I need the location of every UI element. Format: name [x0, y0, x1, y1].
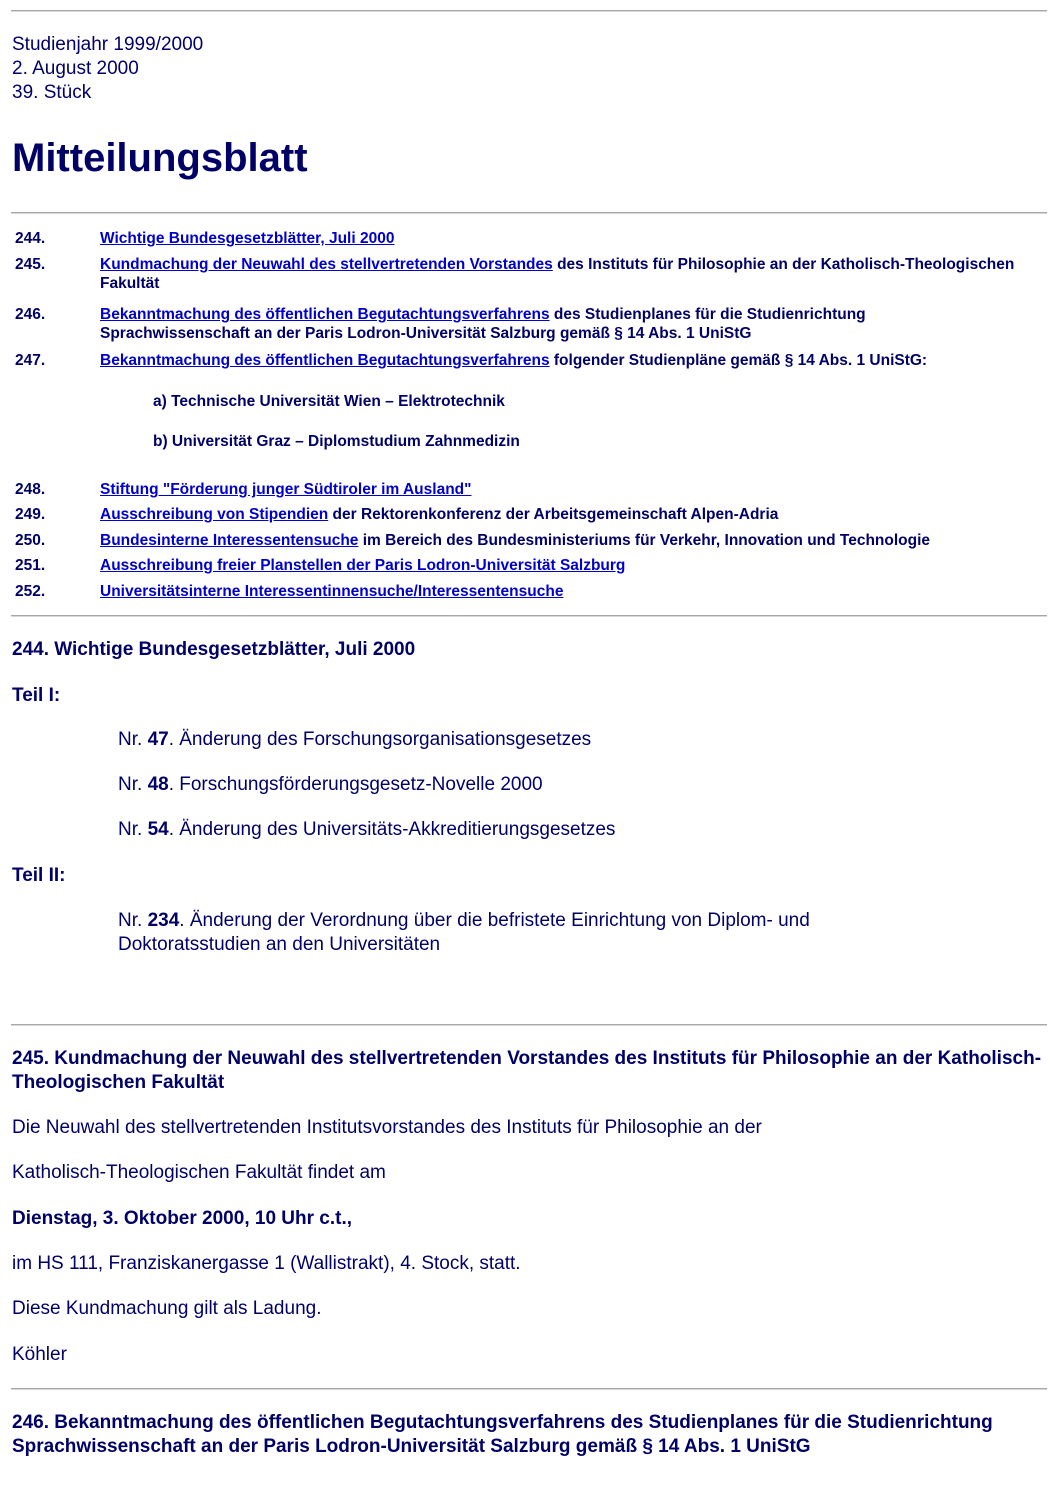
divider-after-toc — [11, 615, 1047, 617]
divider-after-245 — [11, 1388, 1047, 1390]
issue-number: 39. Stück — [12, 82, 92, 103]
law-number: 54 — [147, 819, 169, 840]
section-246-title: 246. Bekanntmachung des öffentlichen Begutachtungsverfahrens des Studienplanes für die Studienrichtung Sprachwissenschaft an der Paris Lodron-Universität Salzburg gemäß § 14 Abs. 1 UniStG — [12, 1412, 993, 1457]
toc-number: 251. — [15, 557, 46, 574]
toc-link[interactable]: Universitätsinterne Interessentinnensuche/Interessentensuche — [100, 583, 564, 600]
toc-rest: der Rektorenkonferenz der Arbeitsgemeinschaft Alpen-Adria — [328, 506, 779, 523]
teil-2-label: Teil II: — [12, 865, 66, 886]
toc-link[interactable]: Bekanntmachung des öffentlichen Begutachtungsverfahrens — [100, 352, 550, 369]
law-number: 234 — [147, 910, 180, 931]
toc-number: 249. — [15, 506, 46, 523]
toc-247-subitem-a: a) Technische Universität Wien – Elektrotechnik — [153, 393, 505, 410]
toc-rest: folgender Studienpläne gemäß § 14 Abs. 1 UniStG: — [549, 352, 928, 369]
law-item: Nr. 54. Änderung des Universitäts-Akkreditierungsgesetzes — [118, 819, 616, 840]
toc-247-subitem-b: b) Universität Graz – Diplomstudium Zahnmedizin — [153, 433, 520, 450]
law-number: 48 — [147, 774, 169, 795]
toc-link[interactable]: Ausschreibung freier Planstellen der Paris Lodron-Universität Salzburg — [100, 557, 626, 574]
election-date: Dienstag, 3. Oktober 2000, 10 Uhr c.t., — [12, 1208, 353, 1229]
toc-rest: des Instituts für Philosophie an der Katholisch-Theologischen Fakultät — [100, 256, 1015, 292]
section-245-title: 245. Kundmachung der Neuwahl des stellvertretenden Vorstandes des Instituts für Philosophie an der Katholisch-Theologischen Fakultät — [12, 1048, 1042, 1093]
issue-meta — [12, 33, 203, 105]
section-245-paragraph: Diese Kundmachung gilt als Ladung. — [12, 1298, 322, 1319]
toc-number: 250. — [15, 532, 46, 549]
top-divider — [11, 10, 1047, 12]
toc-link[interactable]: Kundmachung der Neuwahl des stellvertretenden Vorstandes — [100, 256, 553, 273]
page-title: Mitteilungsblatt — [12, 136, 308, 180]
toc-rest: des Studienplanes für die Studienrichtung Sprachwissenschaft an der Paris Lodron-Universität Salzburg gemäß § 14 Abs. 1 UniStG — [100, 306, 866, 342]
law-item: Nr. 47. Änderung des Forschungsorganisationsgesetzes — [118, 729, 592, 750]
toc-number: 252. — [15, 583, 46, 600]
section-245-paragraph: Die Neuwahl des stellvertretenden Institutsvorstandes des Instituts für Philosophie an der — [12, 1117, 762, 1138]
toc-link[interactable]: Wichtige Bundesgesetzblätter, Juli 2000 — [100, 230, 395, 247]
toc-number: 248. — [15, 481, 46, 498]
toc-link[interactable]: Bundesinterne Interessentensuche — [100, 532, 359, 549]
signature: Köhler — [12, 1344, 67, 1365]
issue-date: 2. August 2000 — [12, 58, 139, 79]
toc-number: 246. — [15, 306, 46, 323]
toc-number: 247. — [15, 352, 46, 369]
law-item: Nr. 234. Änderung der Verordnung über die befristete Einrichtung von Diplom- und Doktoratsstudien an den Universitäten — [118, 910, 810, 955]
divider-after-244 — [11, 1024, 1047, 1026]
law-number: 47 — [147, 729, 169, 750]
section-245-paragraph: im HS 111, Franziskanergasse 1 (Wallistrakt), 4. Stock, statt. — [12, 1253, 521, 1274]
teil-1-label: Teil I: — [12, 685, 61, 706]
section-245-paragraph: Katholisch-Theologischen Fakultät findet am — [12, 1162, 386, 1183]
divider-after-title — [11, 212, 1047, 214]
toc-link[interactable]: Bekanntmachung des öffentlichen Begutachtungsverfahrens — [100, 306, 550, 323]
toc-link[interactable]: Ausschreibung von Stipendien — [100, 506, 329, 523]
section-244-title: 244. Wichtige Bundesgesetzblätter, Juli 2000 — [12, 639, 416, 660]
academic-year: Studienjahr 1999/2000 — [12, 34, 204, 55]
toc-number: 244. — [15, 230, 46, 247]
toc-number: 245. — [15, 256, 46, 273]
toc-rest: im Bereich des Bundesministeriums für Verkehr, Innovation und Technologie — [358, 532, 931, 549]
toc-link[interactable]: Stiftung "Förderung junger Südtiroler im Ausland" — [100, 481, 472, 498]
law-item: Nr. 48. Forschungsförderungsgesetz-Novelle 2000 — [118, 774, 543, 795]
